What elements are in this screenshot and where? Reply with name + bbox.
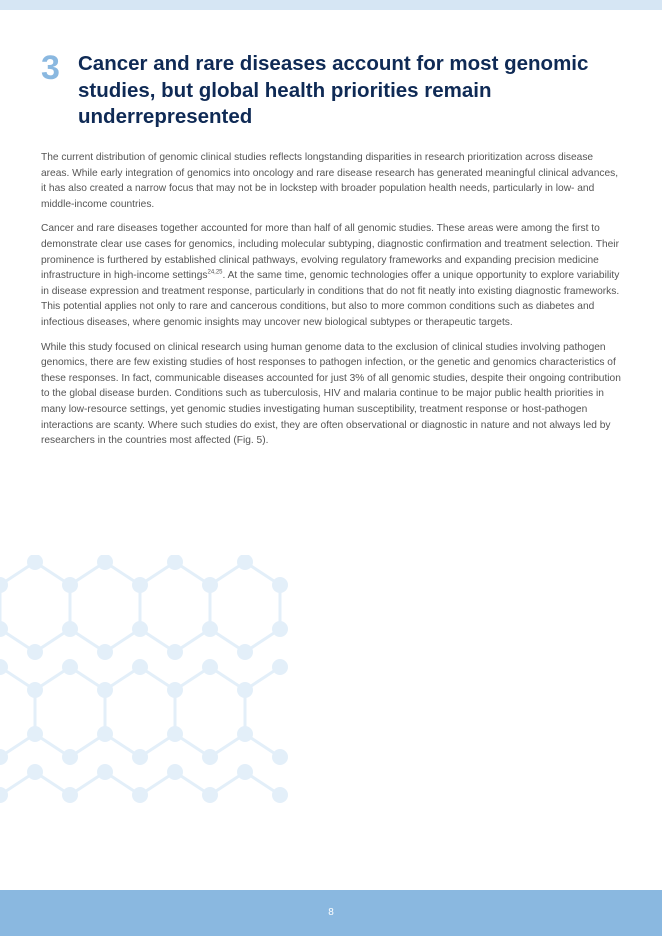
hexagon-node: [62, 577, 78, 593]
paragraph-2-text-b: . At the same time, genomic technologies offer a unique opportunity to explore variability in disease expression and treatment response, particularly in conditions that do not fit neatly into existing diagnostic frameworks. This potential applies not only to rare and cancerous conditions, but also to more common conditions such as diabetes and infectious diseases, where genomic insights may uncover new biological subtypes or therapeutic targets.: [41, 270, 620, 328]
hexagon-node: [27, 555, 43, 570]
hexagon-node: [62, 749, 78, 765]
hexagon-node: [167, 726, 183, 742]
hexagon-node: [132, 621, 148, 637]
hexagon-node: [132, 749, 148, 765]
hexagon-node: [132, 787, 148, 803]
hexagon-node: [237, 555, 253, 570]
hexagon-node: [272, 659, 288, 675]
top-band: [0, 0, 662, 10]
hexagon-node: [97, 726, 113, 742]
hexagon-node: [202, 577, 218, 593]
footer-band: [0, 890, 662, 936]
hexagon-node: [97, 644, 113, 660]
paragraph-1: The current distribution of genomic clinical studies reflects longstanding disparities in research prioritization across disease areas. While early integration of genomics into oncology and rare disease research has generated meaningful clinical advances, it has also created a narrow focus that may not be in lockstep with broader population health needs, particularly in low- and middle-income countries.: [41, 152, 619, 210]
hexagon-node: [97, 682, 113, 698]
hexagon-node: [167, 555, 183, 570]
hexagon-node: [272, 749, 288, 765]
section-title: Cancer and rare diseases account for most genomic studies, but global health priorities remain underrepresented: [78, 52, 589, 128]
body-text: [41, 150, 623, 458]
hexagon-node: [237, 682, 253, 698]
hexagon-node: [167, 644, 183, 660]
hexagon-node: [27, 682, 43, 698]
hexagon-node: [27, 726, 43, 742]
hexagon-node: [272, 577, 288, 593]
hexagon-node: [97, 555, 113, 570]
page-number: 8: [328, 907, 334, 918]
section-number: 3: [41, 49, 60, 87]
hexagon-node: [132, 659, 148, 675]
hexagon-node: [27, 764, 43, 780]
hexagon-node: [202, 787, 218, 803]
hexagon-molecule-pattern: [0, 555, 300, 845]
hexagon-node: [237, 764, 253, 780]
paragraph-3: While this study focused on clinical research using human genome data to the exclusion of clinical studies involving pathogen genomics, there are few existing studies of host responses to pathogen infection, or the genetic and genomics characteristics of these responses. In fact, communicable diseases accounted for just 3% of all genomic studies, despite their ongoing contribution to the global disease burden. Conditions such as tuberculosis, HIV and malaria continue to be major public health priorities in many low-resource settings, yet genomic studies investigating human susceptibility, treatment response or host-pathogen interactions are scanty. Where such studies do exist, they are often observational or diagnostic in nature and not always led by researchers in the countries most affected (Fig. 5).: [41, 341, 621, 447]
paragraph-2-text-a: Cancer and rare diseases together accounted for more than half of all genomic studies. These areas were among the first to demonstrate clear use cases for genomics, including molecular subtyping, diagnostic confirmation and treatment selection. Their prominence is furthered by established clinical pathways, evolving regulatory frameworks and expanding precision medicine infrastructure in high-income settings: [41, 223, 619, 282]
hexagon-node: [272, 787, 288, 803]
hexagon-node: [202, 749, 218, 765]
hexagon-node: [62, 659, 78, 675]
hexagon-node: [202, 659, 218, 675]
hexagon-node: [97, 764, 113, 780]
hexagon-node: [237, 726, 253, 742]
hexagon-node: [167, 764, 183, 780]
hexagon-node: [62, 621, 78, 637]
hexagon-node: [167, 682, 183, 698]
hexagon-node: [62, 787, 78, 803]
hexagon-node: [202, 621, 218, 637]
hexagon-node: [27, 644, 43, 660]
reference-superscript: 24,25: [207, 269, 223, 276]
hexagon-node: [237, 644, 253, 660]
paragraph-2: [41, 221, 623, 330]
hexagon-node: [132, 577, 148, 593]
hexagon-node: [272, 621, 288, 637]
